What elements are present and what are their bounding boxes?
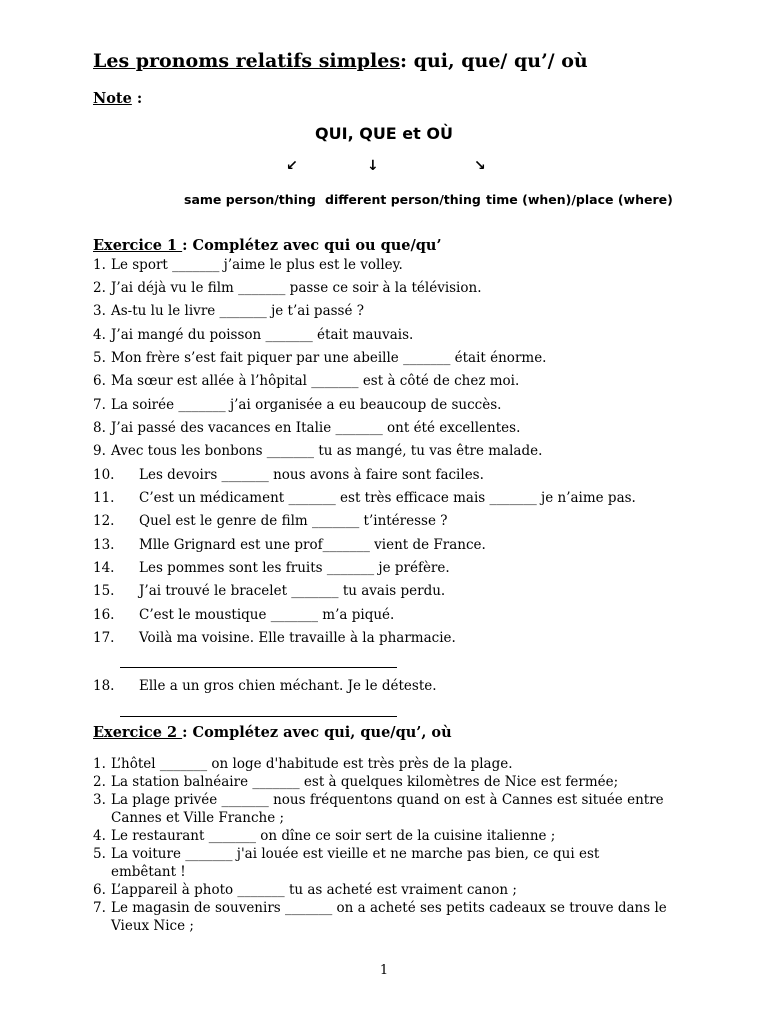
note-label bbox=[93, 90, 142, 107]
list-item: Elle a un gros chien méchant. Je le déteste. bbox=[139, 678, 437, 694]
item-number: 4. bbox=[93, 828, 106, 844]
list-item: As-tu lu le livre _______ je t’ai passé ? bbox=[111, 303, 364, 319]
exercise2-title bbox=[93, 724, 452, 741]
list-item: Voilà ma voisine. Elle travaille à la pharmacie. bbox=[139, 630, 456, 646]
list-item: La plage privée _______ nous fréquentons quand on est à Cannes est située entre bbox=[111, 792, 664, 808]
exercise2-label: Exercice 2 bbox=[93, 724, 183, 741]
list-item: Les pommes sont les fruits _______ je préfère. bbox=[139, 560, 450, 576]
list-item: Le magasin de souvenirs _______ on a acheté ses petits cadeaux se trouve dans le bbox=[111, 900, 667, 916]
list-item: J’ai mangé du poisson _______ était mauvais. bbox=[111, 327, 414, 343]
list-item: La station balnéaire _______ est à quelques kilomètres de Nice est fermée; bbox=[111, 774, 619, 790]
item-number: 1. bbox=[93, 257, 106, 273]
exercise2-instruction: : Complétez avec qui, que/qu’, où bbox=[182, 724, 452, 741]
list-item: La soirée _______ j’ai organisée a eu beaucoup de succès. bbox=[111, 397, 502, 413]
list-item: Avec tous les bonbons _______ tu as mangé, tu vas être malade. bbox=[111, 443, 543, 459]
title-underlined: Les pronoms relatifs simples bbox=[93, 50, 401, 72]
page-title bbox=[93, 50, 588, 72]
list-item: C’est un médicament _______ est très efficace mais _______ je n’aime pas. bbox=[139, 490, 636, 506]
list-item: Le restaurant _______ on dîne ce soir sert de la cuisine italienne ; bbox=[111, 828, 556, 844]
item-number: 7. bbox=[93, 397, 106, 413]
list-item: Mlle Grignard est une prof_______ vient de France. bbox=[139, 537, 486, 553]
item-number: 2. bbox=[93, 774, 106, 790]
list-item: Quel est le genre de film _______ t’intéresse ? bbox=[139, 513, 448, 529]
list-item: J’ai déjà vu le film _______ passe ce soir à la télévision. bbox=[111, 280, 482, 296]
item-number: 6. bbox=[93, 373, 106, 389]
item-number: 12. bbox=[93, 513, 115, 529]
note-word: Note bbox=[93, 90, 132, 107]
list-item-continuation: Vieux Nice ; bbox=[111, 918, 194, 934]
item-number: 7. bbox=[93, 900, 106, 916]
item-number: 15. bbox=[93, 583, 115, 599]
item-number: 2. bbox=[93, 280, 106, 296]
item-number: 5. bbox=[93, 350, 106, 366]
list-item: L’appareil à photo _______ tu as acheté est vraiment canon ; bbox=[111, 882, 517, 898]
item-number: 14. bbox=[93, 560, 115, 576]
list-item-continuation: Cannes et Ville Franche ; bbox=[111, 810, 285, 826]
list-item: C’est le moustique _______ m’a piqué. bbox=[139, 607, 395, 623]
list-item: Mon frère s’est fait piquer par une abeille _______ était énorme. bbox=[111, 350, 547, 366]
item-number: 4. bbox=[93, 327, 106, 343]
list-item: L’hôtel _______ on loge d'habitude est très près de la plage. bbox=[111, 756, 513, 772]
list-item: Les devoirs _______ nous avons à faire sont faciles. bbox=[139, 467, 484, 483]
item-number: 9. bbox=[93, 443, 106, 459]
list-item: Le sport _______ j’aime le plus est le volley. bbox=[111, 257, 403, 273]
item-number: 16. bbox=[93, 607, 115, 623]
list-item: Ma sœur est allée à l’hôpital _______ est à côté de chez moi. bbox=[111, 373, 520, 389]
item-number: 3. bbox=[93, 792, 106, 808]
list-item-continuation: embêtant ! bbox=[111, 864, 186, 880]
page-number: 1 bbox=[379, 963, 389, 978]
list-item: La voiture _______ j'ai louée est vieille et ne marche pas bien, ce qui est bbox=[111, 846, 600, 862]
answer-line bbox=[120, 716, 397, 717]
item-number: 17. bbox=[93, 630, 115, 646]
diagram-heading: QUI, QUE et OÙ bbox=[315, 124, 453, 143]
item-number: 8. bbox=[93, 420, 106, 436]
item-number: 13. bbox=[93, 537, 115, 553]
category-time-place: time (when)/place (where) bbox=[486, 192, 673, 207]
arrow-down-right-icon: ↘ bbox=[474, 158, 486, 174]
note-colon: : bbox=[131, 90, 143, 107]
category-same: same person/thing bbox=[184, 192, 316, 207]
item-number: 10. bbox=[93, 467, 115, 483]
item-number: 6. bbox=[93, 882, 106, 898]
list-item: J’ai trouvé le bracelet _______ tu avais perdu. bbox=[139, 583, 446, 599]
exercise1-title bbox=[93, 237, 442, 254]
category-different: different person/thing bbox=[325, 192, 481, 207]
exercise1-instruction: : Complétez avec qui ou que/qu’ bbox=[182, 237, 442, 254]
item-number: 18. bbox=[93, 678, 115, 694]
item-number: 11. bbox=[93, 490, 115, 506]
item-number: 3. bbox=[93, 303, 106, 319]
title-rest: : qui, que/ qu’/ où bbox=[400, 50, 588, 72]
list-item: J’ai passé des vacances en Italie _______ ont été excellentes. bbox=[111, 420, 521, 436]
answer-line bbox=[120, 667, 397, 668]
item-number: 1. bbox=[93, 756, 106, 772]
item-number: 5. bbox=[93, 846, 106, 862]
arrow-down-left-icon: ↙ bbox=[286, 158, 298, 174]
arrow-down-icon: ↓ bbox=[367, 158, 379, 174]
exercise1-label: Exercice 1 bbox=[93, 237, 183, 254]
